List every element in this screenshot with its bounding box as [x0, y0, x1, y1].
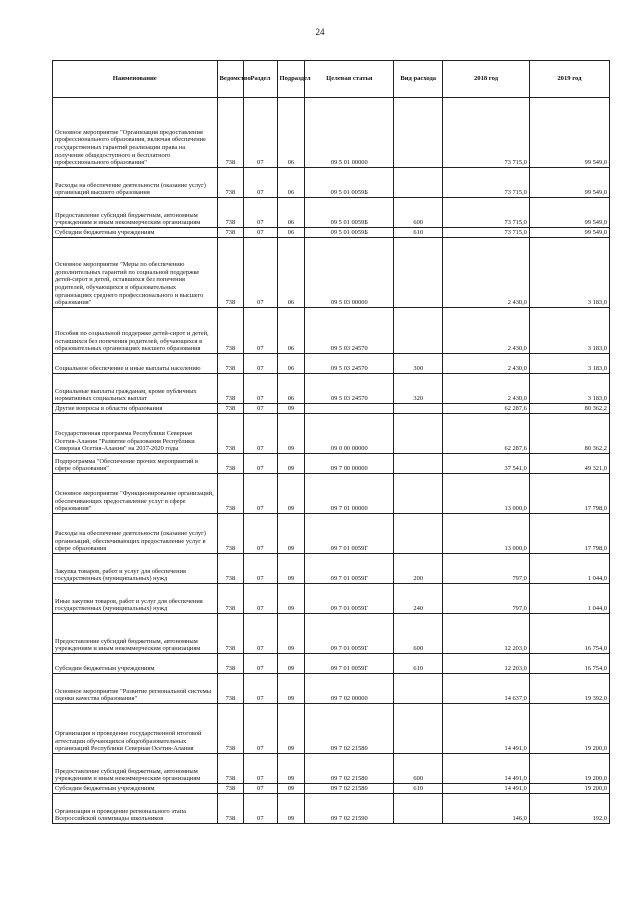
header-name: Наименование	[53, 61, 218, 98]
table-row	[53, 704, 610, 754]
table-row	[53, 374, 610, 404]
cell-ved: 738	[217, 98, 244, 168]
cell-csr: 09 5 01 0059Б	[305, 228, 394, 238]
cell-razdel: 07	[244, 704, 277, 754]
cell-2019: 19 200,0	[529, 704, 609, 754]
cell-vr	[394, 414, 443, 454]
cell-2019: 1 044,0	[529, 554, 609, 584]
cell-razdel: 07	[244, 614, 277, 654]
cell-vr: 600	[394, 754, 443, 784]
table-row	[53, 474, 610, 514]
cell-podrazdel: 09	[277, 754, 305, 784]
cell-2018: 2 430,0	[443, 308, 530, 354]
cell-ved: 738	[217, 228, 244, 238]
cell-podrazdel: 09	[277, 554, 305, 584]
cell-vr: 240	[394, 584, 443, 614]
header-2019: 2019 год	[529, 61, 609, 98]
table-row	[53, 584, 610, 614]
cell-csr	[305, 404, 394, 414]
cell-name: Социальное обеспечение и иные выплаты населению	[53, 354, 218, 374]
cell-csr: 09 5 03 24570	[305, 374, 394, 404]
cell-razdel: 07	[244, 354, 277, 374]
cell-vr	[394, 514, 443, 554]
table-row	[53, 754, 610, 784]
cell-2018: 12 203,0	[443, 654, 530, 674]
cell-podrazdel: 09	[277, 454, 305, 474]
cell-podrazdel: 06	[277, 198, 305, 228]
cell-razdel: 07	[244, 98, 277, 168]
cell-2019: 99 549,0	[529, 198, 609, 228]
cell-podrazdel: 09	[277, 794, 305, 824]
header-ved: Ведомство	[217, 61, 244, 98]
cell-2019: 17 798,0	[529, 474, 609, 514]
cell-name: Основное мероприятие "Меры по обеспечению дополнительных гарантий по социальной поддержке детей-сирот и детей, оставшихся без попечения родителей, обучающихся в образовательных организациях среднего профессионального и высшего образования"	[53, 238, 218, 308]
cell-podrazdel: 09	[277, 614, 305, 654]
cell-podrazdel: 09	[277, 514, 305, 554]
cell-2018: 2 430,0	[443, 238, 530, 308]
cell-vr	[394, 454, 443, 474]
cell-csr: 09 7 02 21580	[305, 784, 394, 794]
cell-razdel: 07	[244, 308, 277, 354]
cell-2019: 99 549,0	[529, 98, 609, 168]
cell-2018: 37 541,0	[443, 454, 530, 474]
cell-name: Организация и проведение регионального этапа Всероссийской олимпиады школьников	[53, 794, 218, 824]
cell-2018: 73 715,0	[443, 98, 530, 168]
cell-razdel: 07	[244, 454, 277, 474]
cell-csr: 09 7 02 21580	[305, 704, 394, 754]
header-csr: Целевая статья	[305, 61, 394, 98]
cell-csr: 09 7 02 21590	[305, 794, 394, 824]
cell-podrazdel: 09	[277, 674, 305, 704]
cell-ved: 738	[217, 238, 244, 308]
cell-name: Основное мероприятие "Организация предоставления профессионального образования, включая обеспечение государственных гарантий реализации права на получение общедоступного и бесплатного профессионального образования"	[53, 98, 218, 168]
cell-razdel: 07	[244, 654, 277, 674]
table-header	[53, 61, 610, 98]
cell-podrazdel: 09	[277, 584, 305, 614]
table-row	[53, 414, 610, 454]
cell-2018: 14 637,0	[443, 674, 530, 704]
cell-name: Иные закупки товаров, работ и услуг для обеспечения государственных (муниципальных) нужд	[53, 584, 218, 614]
cell-razdel: 07	[244, 404, 277, 414]
cell-razdel: 07	[244, 198, 277, 228]
cell-ved: 738	[217, 654, 244, 674]
cell-2018: 2 430,0	[443, 354, 530, 374]
cell-2018: 797,0	[443, 584, 530, 614]
cell-2019: 16 754,0	[529, 654, 609, 674]
table-row	[53, 794, 610, 824]
cell-podrazdel: 06	[277, 98, 305, 168]
cell-csr: 09 5 03 24570	[305, 308, 394, 354]
cell-csr: 09 7 01 00000	[305, 474, 394, 514]
cell-name: Основное мероприятие "Функционирование организаций, обеспечивающих предоставление услуг в сфере образования"	[53, 474, 218, 514]
cell-2019: 19 200,0	[529, 784, 609, 794]
cell-name: Другие вопросы в области образования	[53, 404, 218, 414]
cell-razdel: 07	[244, 794, 277, 824]
cell-vr	[394, 168, 443, 198]
cell-name: Предоставление субсидий бюджетным, автономным учреждениям и иным некоммерческим организациям	[53, 614, 218, 654]
cell-2019: 19 200,0	[529, 754, 609, 784]
cell-ved: 738	[217, 614, 244, 654]
cell-vr: 610	[394, 654, 443, 674]
cell-podrazdel: 09	[277, 404, 305, 414]
cell-podrazdel: 06	[277, 168, 305, 198]
cell-2018: 14 491,0	[443, 784, 530, 794]
cell-podrazdel: 09	[277, 414, 305, 454]
cell-razdel: 07	[244, 754, 277, 784]
cell-2018: 13 000,0	[443, 514, 530, 554]
cell-2019: 3 183,0	[529, 308, 609, 354]
cell-csr: 09 5 03 00000	[305, 238, 394, 308]
cell-csr: 09 7 02 21580	[305, 754, 394, 784]
cell-2018: 73 715,0	[443, 198, 530, 228]
cell-2019: 17 798,0	[529, 514, 609, 554]
cell-csr: 09 7 00 00000	[305, 454, 394, 474]
cell-2019: 19 392,0	[529, 674, 609, 704]
cell-ved: 738	[217, 374, 244, 404]
cell-vr	[394, 674, 443, 704]
cell-name: Основное мероприятие "Развитие региональной системы оценки качества образования"	[53, 674, 218, 704]
cell-name: Субсидии бюджетным учреждениям	[53, 654, 218, 674]
cell-ved: 738	[217, 404, 244, 414]
cell-csr: 09 7 01 0059Г	[305, 654, 394, 674]
cell-csr: 09 0 00 00000	[305, 414, 394, 454]
cell-name: Предоставление субсидий бюджетным, автономным учреждениям и иным некоммерческим организациям	[53, 198, 218, 228]
cell-vr	[394, 704, 443, 754]
cell-csr: 09 5 01 0059Б	[305, 168, 394, 198]
cell-vr	[394, 794, 443, 824]
cell-2018: 62 287,6	[443, 414, 530, 454]
table-row	[53, 614, 610, 654]
cell-2019: 99 549,0	[529, 228, 609, 238]
cell-razdel: 07	[244, 674, 277, 704]
cell-name: Расходы на обеспечение деятельности (оказание услуг) организаций высшего образования	[53, 168, 218, 198]
cell-vr: 320	[394, 374, 443, 404]
cell-ved: 738	[217, 354, 244, 374]
cell-podrazdel: 09	[277, 784, 305, 794]
cell-2019: 80 362,2	[529, 404, 609, 414]
cell-razdel: 07	[244, 514, 277, 554]
cell-name: Закупка товаров, работ и услуг для обеспечения государственных (муниципальных) нужд	[53, 554, 218, 584]
cell-vr	[394, 474, 443, 514]
cell-vr: 610	[394, 228, 443, 238]
cell-vr: 600	[394, 198, 443, 228]
cell-ved: 738	[217, 674, 244, 704]
table-row	[53, 554, 610, 584]
cell-csr: 09 7 01 0059Г	[305, 584, 394, 614]
table-row	[53, 404, 610, 414]
cell-2018: 73 715,0	[443, 228, 530, 238]
cell-razdel: 07	[244, 584, 277, 614]
cell-csr: 09 5 01 0059Б	[305, 198, 394, 228]
cell-csr: 09 5 01 00000	[305, 98, 394, 168]
cell-csr: 09 5 03 24570	[305, 354, 394, 374]
table-row	[53, 228, 610, 238]
table-row	[53, 674, 610, 704]
cell-podrazdel: 09	[277, 654, 305, 674]
table-row	[53, 354, 610, 374]
cell-2019: 3 183,0	[529, 238, 609, 308]
cell-ved: 738	[217, 794, 244, 824]
cell-podrazdel: 06	[277, 308, 305, 354]
cell-podrazdel: 06	[277, 354, 305, 374]
cell-razdel: 07	[244, 784, 277, 794]
cell-vr: 610	[394, 784, 443, 794]
header-2018: 2018 год	[443, 61, 530, 98]
cell-name: Подпрограмма "Обеспечение прочих мероприятий в сфере образования"	[53, 454, 218, 474]
header-podrazdel: Подраздел	[277, 61, 305, 98]
header-vr: Вид расхода	[394, 61, 443, 98]
cell-2019: 16 754,0	[529, 614, 609, 654]
cell-2019: 192,0	[529, 794, 609, 824]
cell-ved: 738	[217, 308, 244, 354]
cell-podrazdel: 06	[277, 374, 305, 404]
table-row	[53, 238, 610, 308]
cell-podrazdel: 09	[277, 704, 305, 754]
cell-2018: 62 287,6	[443, 404, 530, 414]
cell-ved: 738	[217, 454, 244, 474]
cell-razdel: 07	[244, 238, 277, 308]
cell-ved: 738	[217, 704, 244, 754]
cell-2019: 3 183,0	[529, 374, 609, 404]
cell-name: Субсидии бюджетным учреждениям	[53, 228, 218, 238]
cell-csr: 09 7 01 0059Г	[305, 514, 394, 554]
cell-podrazdel: 06	[277, 238, 305, 308]
table-row	[53, 98, 610, 168]
cell-vr: 200	[394, 554, 443, 584]
cell-csr: 09 7 02 00000	[305, 674, 394, 704]
cell-vr	[394, 404, 443, 414]
cell-podrazdel: 09	[277, 474, 305, 514]
cell-2018: 14 491,0	[443, 704, 530, 754]
cell-2019: 3 183,0	[529, 354, 609, 374]
cell-ved: 738	[217, 414, 244, 454]
cell-ved: 738	[217, 754, 244, 784]
cell-name: Субсидии бюджетным учреждениям	[53, 784, 218, 794]
header-row	[53, 61, 610, 98]
cell-2018: 2 430,0	[443, 374, 530, 404]
cell-csr: 09 7 01 0059Г	[305, 554, 394, 584]
cell-2018: 14 491,0	[443, 754, 530, 784]
cell-vr	[394, 238, 443, 308]
cell-2018: 146,0	[443, 794, 530, 824]
table-row	[53, 654, 610, 674]
budget-table	[52, 60, 610, 824]
cell-vr	[394, 308, 443, 354]
cell-2018: 12 203,0	[443, 614, 530, 654]
cell-razdel: 07	[244, 228, 277, 238]
cell-razdel: 07	[244, 474, 277, 514]
page-number: 24	[315, 27, 325, 37]
cell-ved: 738	[217, 554, 244, 584]
table-row	[53, 784, 610, 794]
cell-ved: 738	[217, 198, 244, 228]
cell-razdel: 07	[244, 554, 277, 584]
cell-razdel: 07	[244, 374, 277, 404]
cell-vr	[394, 98, 443, 168]
cell-2019: 80 362,2	[529, 414, 609, 454]
cell-2019: 49 321,0	[529, 454, 609, 474]
cell-2018: 797,0	[443, 554, 530, 584]
table-row	[53, 514, 610, 554]
header-razdel: Раздел	[244, 61, 277, 98]
cell-csr: 09 7 01 0059Г	[305, 614, 394, 654]
table-row	[53, 198, 610, 228]
cell-vr: 600	[394, 614, 443, 654]
cell-name: Социальные выплаты гражданам, кроме публичных нормативных социальных выплат	[53, 374, 218, 404]
cell-ved: 738	[217, 514, 244, 554]
cell-2018: 13 000,0	[443, 474, 530, 514]
cell-vr: 300	[394, 354, 443, 374]
table-body	[53, 98, 610, 824]
cell-2019: 1 044,0	[529, 584, 609, 614]
table-row	[53, 308, 610, 354]
cell-name: Организация и проведение государственной итоговой аттестации обучающихся общеобразовательных организаций Республики Северная Осетия-Алания	[53, 704, 218, 754]
cell-ved: 738	[217, 784, 244, 794]
cell-name: Пособия по социальной поддержке детей-сирот и детей, оставшихся без попечения родителей, обучающихся в образовательных организациях высшего образования	[53, 308, 218, 354]
cell-ved: 738	[217, 584, 244, 614]
cell-2019: 99 549,0	[529, 168, 609, 198]
table-row	[53, 454, 610, 474]
cell-podrazdel: 06	[277, 228, 305, 238]
cell-name: Предоставление субсидий бюджетным, автономным учреждениям и иным некоммерческим организациям	[53, 754, 218, 784]
cell-ved: 738	[217, 474, 244, 514]
cell-razdel: 07	[244, 414, 277, 454]
cell-name: Государственная программа Республики Северная Осетия-Алания "Развитие образования Республики Северная Осетия-Алания" на 2017-2020 годы	[53, 414, 218, 454]
cell-2018: 73 715,0	[443, 168, 530, 198]
cell-name: Расходы на обеспечение деятельности (оказание услуг) организаций, обеспечивающих предоставление услуг в сфере образования	[53, 514, 218, 554]
cell-ved: 738	[217, 168, 244, 198]
cell-razdel: 07	[244, 168, 277, 198]
table-row	[53, 168, 610, 198]
